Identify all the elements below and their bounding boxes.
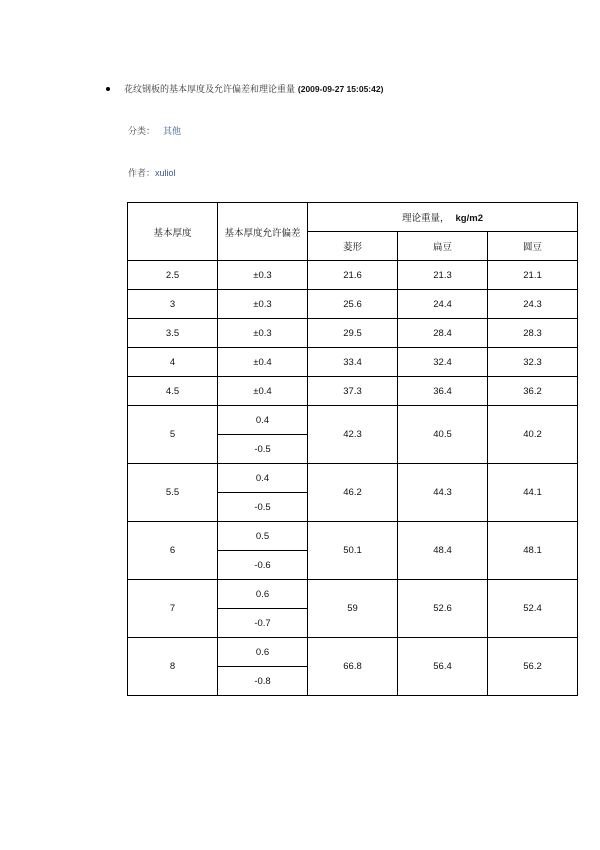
cell-thickness: 8 [128, 638, 218, 696]
cell-tolerance-minus: -0.6 [218, 551, 308, 580]
bullet-icon [106, 87, 110, 91]
cell-lentil: 52.6 [398, 580, 488, 638]
cell-lentil: 48.4 [398, 522, 488, 580]
cell-round: 32.3 [488, 348, 578, 377]
author-row [128, 166, 176, 179]
cell-diamond: 37.3 [308, 377, 398, 406]
cell-round: 28.3 [488, 319, 578, 348]
cell-thickness: 4 [128, 348, 218, 377]
header-weight-label: 理论重量， [402, 213, 450, 224]
cell-round: 48.1 [488, 522, 578, 580]
cell-diamond: 50.1 [308, 522, 398, 580]
cell-tolerance: ±0.4 [218, 348, 308, 377]
cell-tolerance-minus: -0.5 [218, 493, 308, 522]
post-date: (2009-09-27 15:05:42) [297, 84, 384, 94]
cell-lentil: 44.3 [398, 464, 488, 522]
cell-lentil: 40.5 [398, 406, 488, 464]
header-diamond: 菱形 [308, 232, 398, 261]
category-row [128, 124, 181, 137]
cell-diamond: 66.8 [308, 638, 398, 696]
table-row [128, 377, 578, 406]
cell-tolerance-plus: 0.6 [218, 580, 308, 609]
table-row [128, 261, 578, 290]
table-row [128, 464, 578, 493]
cell-lentil: 32.4 [398, 348, 488, 377]
post-header [106, 81, 383, 98]
cell-lentil: 21.3 [398, 261, 488, 290]
cell-tolerance-minus: -0.5 [218, 435, 308, 464]
author-link[interactable]: xuliol [155, 168, 176, 178]
cell-thickness: 5.5 [128, 464, 218, 522]
cell-round: 21.1 [488, 261, 578, 290]
cell-tolerance-minus: -0.7 [218, 609, 308, 638]
header-weight-unit: kg/m2 [455, 213, 483, 224]
header-round: 圆豆 [488, 232, 578, 261]
cell-diamond: 59 [308, 580, 398, 638]
post-title[interactable]: 花纹钢板的基本厚度及允许偏差和理论重量 [124, 85, 296, 95]
header-weight [308, 203, 578, 232]
cell-round: 24.3 [488, 290, 578, 319]
cell-diamond: 33.4 [308, 348, 398, 377]
cell-diamond: 46.2 [308, 464, 398, 522]
cell-diamond: 21.6 [308, 261, 398, 290]
header-thickness: 基本厚度 [128, 203, 218, 261]
author-label: 作者： [128, 169, 156, 179]
cell-thickness: 3.5 [128, 319, 218, 348]
cell-tolerance-plus: 0.4 [218, 464, 308, 493]
table-row [128, 580, 578, 609]
cell-round: 40.2 [488, 406, 578, 464]
cell-thickness: 7 [128, 580, 218, 638]
cell-thickness: 4.5 [128, 377, 218, 406]
cell-round: 56.2 [488, 638, 578, 696]
table-row [128, 290, 578, 319]
cell-lentil: 56.4 [398, 638, 488, 696]
cell-round: 52.4 [488, 580, 578, 638]
cell-diamond: 42.3 [308, 406, 398, 464]
cell-round: 36.2 [488, 377, 578, 406]
cell-tolerance: ±0.3 [218, 261, 308, 290]
table-row [128, 406, 578, 435]
table-row [128, 638, 578, 667]
cell-tolerance-plus: 0.5 [218, 522, 308, 551]
category-label: 分类： [128, 127, 156, 137]
cell-lentil: 28.4 [398, 319, 488, 348]
cell-tolerance-plus: 0.6 [218, 638, 308, 667]
cell-diamond: 29.5 [308, 319, 398, 348]
cell-lentil: 36.4 [398, 377, 488, 406]
header-tolerance: 基本厚度允许偏差 [218, 203, 308, 261]
cell-round: 44.1 [488, 464, 578, 522]
cell-thickness: 3 [128, 290, 218, 319]
cell-tolerance: ±0.3 [218, 319, 308, 348]
table-row [128, 522, 578, 551]
cell-tolerance-plus: 0.4 [218, 406, 308, 435]
cell-diamond: 25.6 [308, 290, 398, 319]
cell-tolerance: ±0.3 [218, 290, 308, 319]
cell-thickness: 2.5 [128, 261, 218, 290]
cell-lentil: 24.4 [398, 290, 488, 319]
table-row [128, 319, 578, 348]
cell-tolerance-minus: -0.8 [218, 667, 308, 696]
table-row [128, 348, 578, 377]
header-lentil: 扁豆 [398, 232, 488, 261]
cell-thickness: 6 [128, 522, 218, 580]
cell-tolerance: ±0.4 [218, 377, 308, 406]
category-link[interactable]: 其他 [163, 126, 182, 136]
table-header-row [128, 203, 578, 232]
cell-thickness: 5 [128, 406, 218, 464]
spec-table [127, 202, 578, 696]
